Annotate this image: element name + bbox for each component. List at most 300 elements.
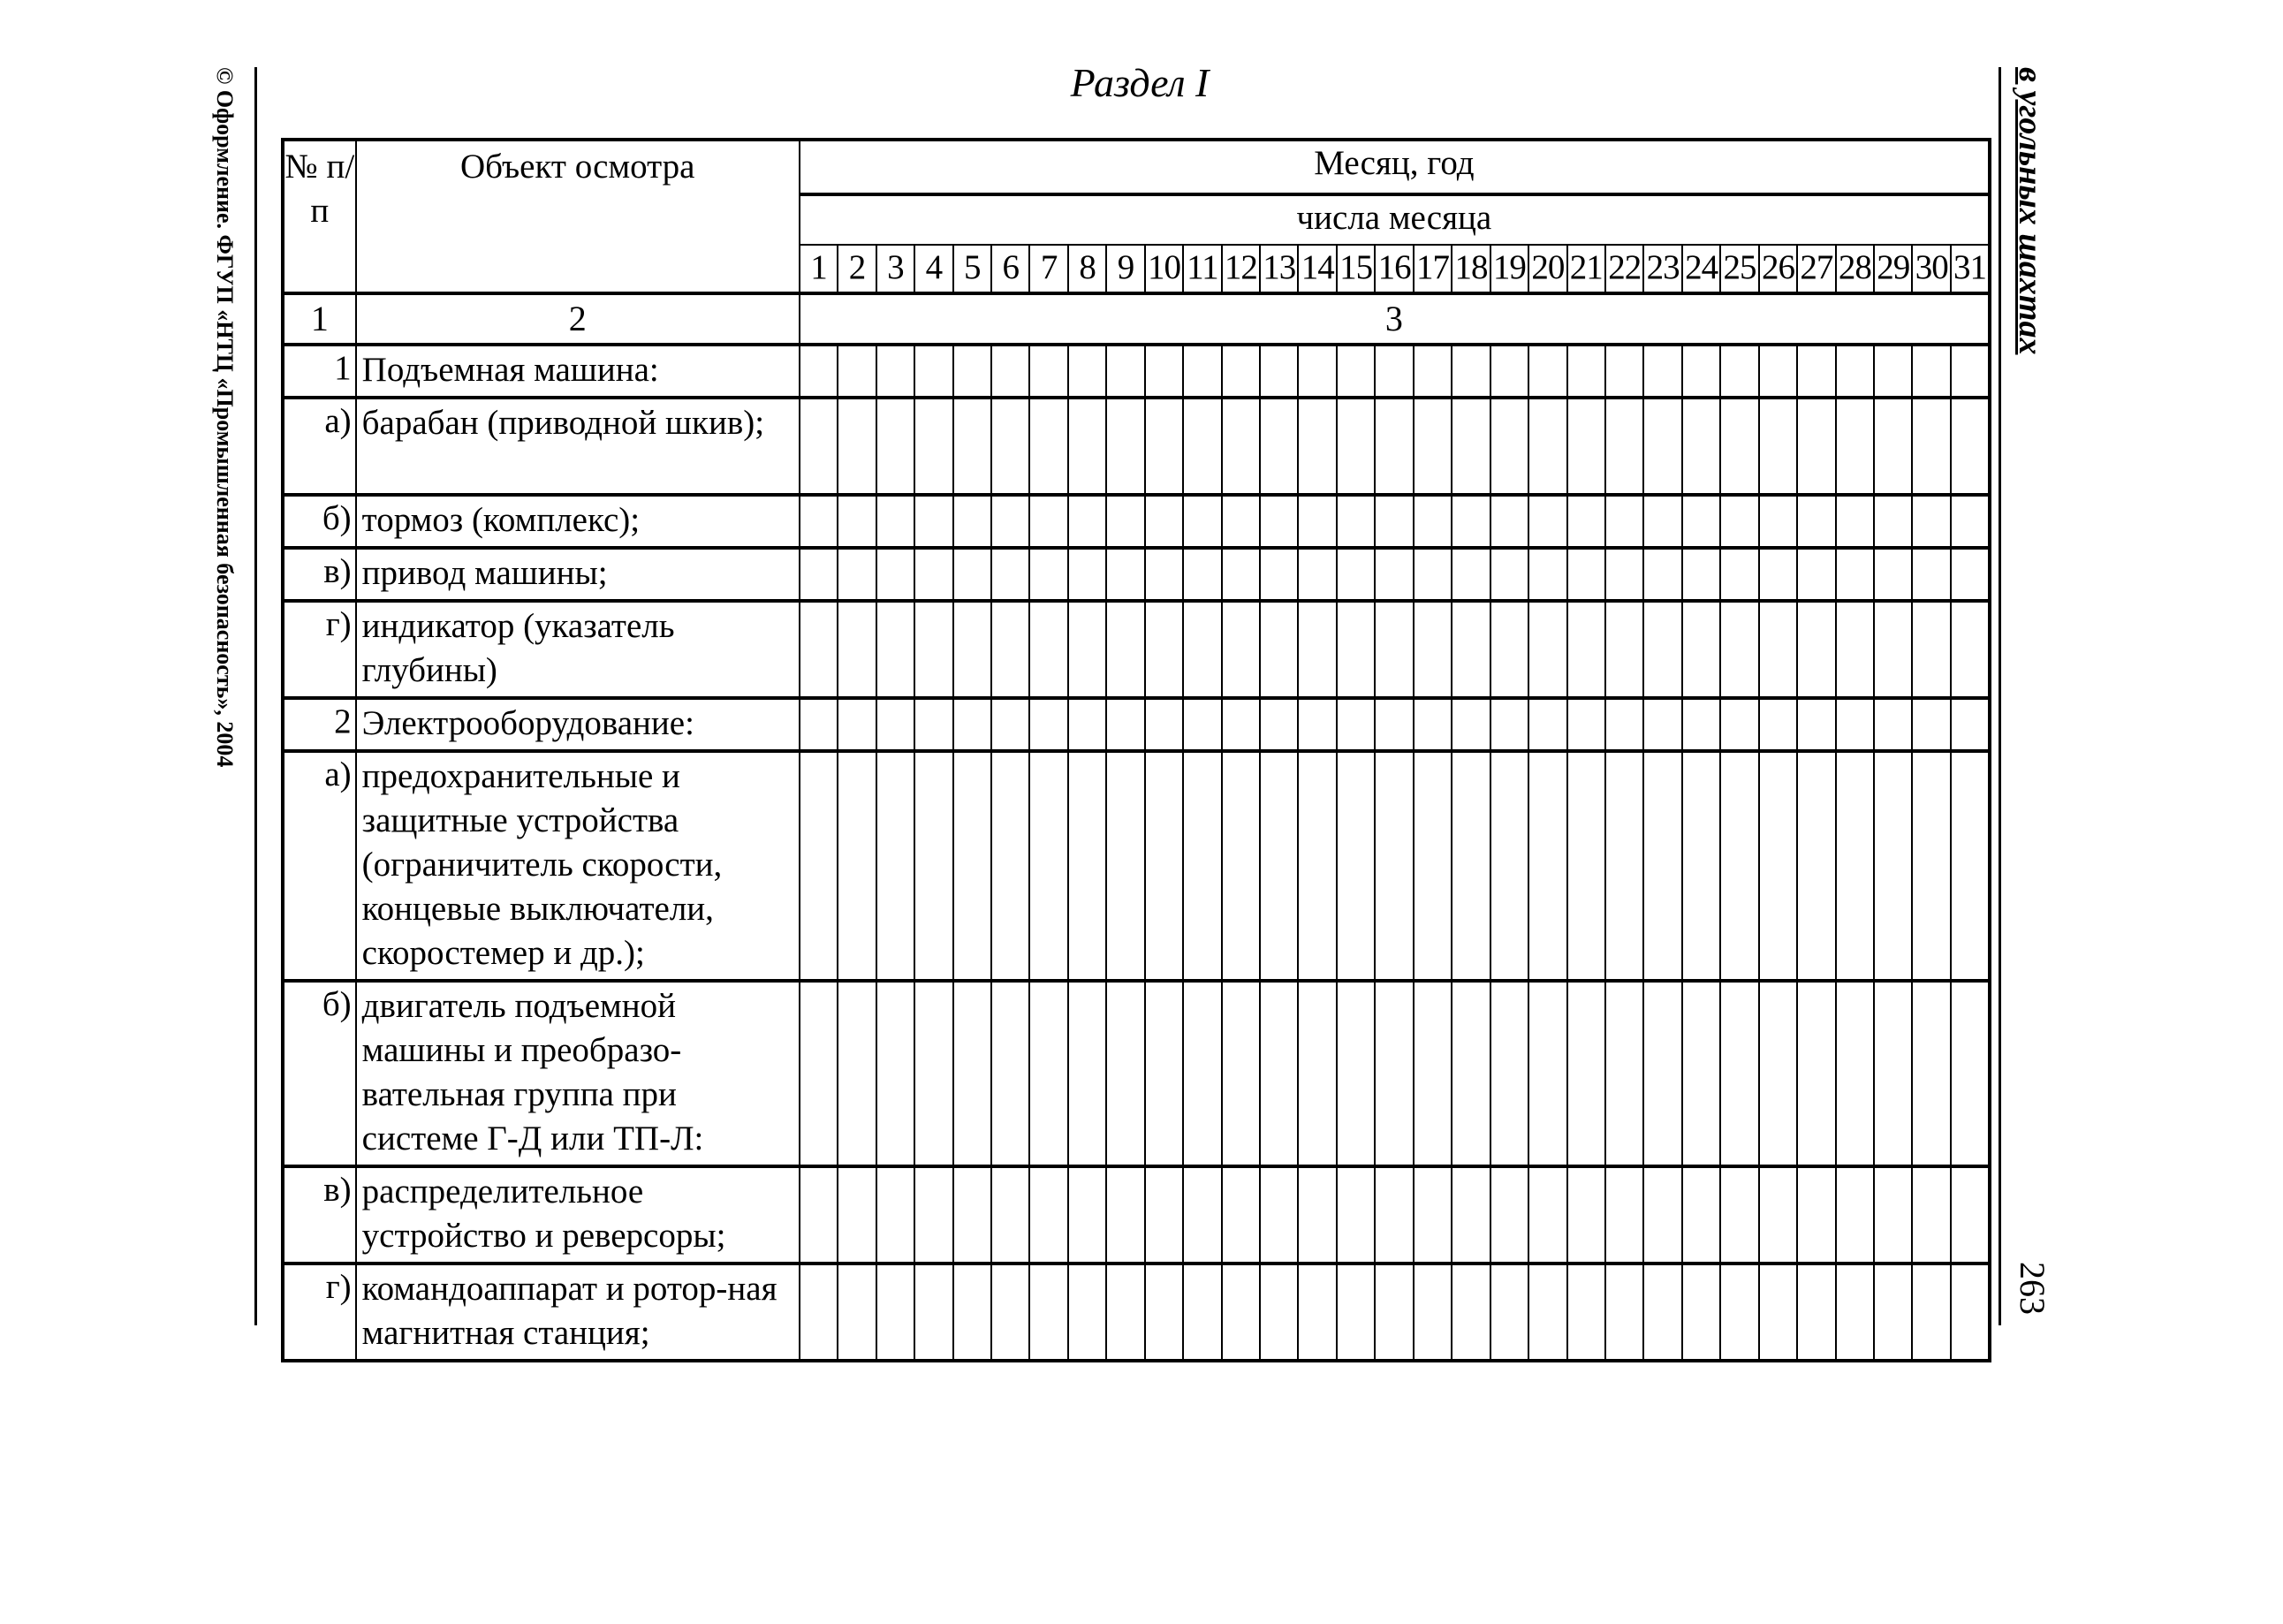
day-entry-cell[interactable]: [876, 398, 914, 495]
day-entry-cell[interactable]: [1145, 981, 1183, 1166]
day-entry-cell[interactable]: [838, 698, 876, 751]
day-entry-cell[interactable]: [1490, 698, 1528, 751]
day-entry-cell[interactable]: [1643, 751, 1681, 981]
day-entry-cell[interactable]: [991, 398, 1029, 495]
day-entry-cell[interactable]: [953, 981, 991, 1166]
day-entry-cell[interactable]: [1375, 398, 1413, 495]
day-entry-cell[interactable]: [914, 548, 952, 601]
day-entry-cell[interactable]: [1759, 495, 1797, 548]
day-entry-cell[interactable]: [1145, 1166, 1183, 1264]
day-entry-cell[interactable]: [1836, 1264, 1874, 1361]
day-entry-cell[interactable]: [1720, 495, 1758, 548]
day-entry-cell[interactable]: [1260, 751, 1298, 981]
day-entry-cell[interactable]: [1222, 398, 1260, 495]
day-entry-cell[interactable]: [1759, 1264, 1797, 1361]
day-entry-cell[interactable]: [1106, 981, 1144, 1166]
day-entry-cell[interactable]: [800, 1264, 838, 1361]
day-entry-cell[interactable]: [1414, 981, 1452, 1166]
day-entry-cell[interactable]: [1337, 1264, 1375, 1361]
day-entry-cell[interactable]: [1106, 495, 1144, 548]
day-entry-cell[interactable]: [1643, 1264, 1681, 1361]
day-entry-cell[interactable]: [1298, 1166, 1336, 1264]
day-entry-cell[interactable]: [1183, 981, 1221, 1166]
day-entry-cell[interactable]: [991, 495, 1029, 548]
day-entry-cell[interactable]: [953, 345, 991, 398]
day-entry-cell[interactable]: [1567, 1166, 1605, 1264]
day-entry-cell[interactable]: [1759, 548, 1797, 601]
day-entry-cell[interactable]: [991, 751, 1029, 981]
day-entry-cell[interactable]: [1375, 548, 1413, 601]
day-entry-cell[interactable]: [1605, 495, 1643, 548]
day-entry-cell[interactable]: [1068, 751, 1106, 981]
day-entry-cell[interactable]: [1759, 601, 1797, 698]
day-entry-cell[interactable]: [1874, 698, 1912, 751]
day-entry-cell[interactable]: [1643, 345, 1681, 398]
day-entry-cell[interactable]: [1452, 601, 1490, 698]
day-entry-cell[interactable]: [1759, 345, 1797, 398]
day-entry-cell[interactable]: [1183, 698, 1221, 751]
day-entry-cell[interactable]: [914, 981, 952, 1166]
day-entry-cell[interactable]: [1414, 601, 1452, 698]
day-entry-cell[interactable]: [1720, 698, 1758, 751]
day-entry-cell[interactable]: [1029, 981, 1067, 1166]
day-entry-cell[interactable]: [838, 495, 876, 548]
day-entry-cell[interactable]: [1528, 981, 1566, 1166]
day-entry-cell[interactable]: [1452, 548, 1490, 601]
day-entry-cell[interactable]: [1029, 495, 1067, 548]
day-entry-cell[interactable]: [1375, 1166, 1413, 1264]
day-entry-cell[interactable]: [1759, 698, 1797, 751]
day-entry-cell[interactable]: [838, 1166, 876, 1264]
day-entry-cell[interactable]: [914, 1264, 952, 1361]
day-entry-cell[interactable]: [1145, 1264, 1183, 1361]
day-entry-cell[interactable]: [1912, 1264, 1950, 1361]
day-entry-cell[interactable]: [1222, 751, 1260, 981]
day-entry-cell[interactable]: [1567, 751, 1605, 981]
day-entry-cell[interactable]: [1797, 345, 1835, 398]
day-entry-cell[interactable]: [1720, 751, 1758, 981]
day-entry-cell[interactable]: [1528, 601, 1566, 698]
day-entry-cell[interactable]: [1528, 345, 1566, 398]
day-entry-cell[interactable]: [914, 345, 952, 398]
day-entry-cell[interactable]: [1874, 1264, 1912, 1361]
day-entry-cell[interactable]: [953, 1166, 991, 1264]
day-entry-cell[interactable]: [1222, 495, 1260, 548]
day-entry-cell[interactable]: [1106, 548, 1144, 601]
day-entry-cell[interactable]: [1528, 548, 1566, 601]
day-entry-cell[interactable]: [1414, 1166, 1452, 1264]
day-entry-cell[interactable]: [991, 1264, 1029, 1361]
day-entry-cell[interactable]: [1836, 345, 1874, 398]
day-entry-cell[interactable]: [876, 751, 914, 981]
day-entry-cell[interactable]: [1029, 751, 1067, 981]
day-entry-cell[interactable]: [914, 495, 952, 548]
day-entry-cell[interactable]: [1337, 601, 1375, 698]
day-entry-cell[interactable]: [991, 1166, 1029, 1264]
day-entry-cell[interactable]: [1759, 751, 1797, 981]
day-entry-cell[interactable]: [1605, 698, 1643, 751]
day-entry-cell[interactable]: [1029, 1264, 1067, 1361]
day-entry-cell[interactable]: [1912, 1166, 1950, 1264]
day-entry-cell[interactable]: [1452, 698, 1490, 751]
day-entry-cell[interactable]: [1720, 398, 1758, 495]
day-entry-cell[interactable]: [1682, 601, 1720, 698]
day-entry-cell[interactable]: [914, 398, 952, 495]
day-entry-cell[interactable]: [1298, 1264, 1336, 1361]
day-entry-cell[interactable]: [1375, 751, 1413, 981]
day-entry-cell[interactable]: [1222, 1264, 1260, 1361]
day-entry-cell[interactable]: [1106, 601, 1144, 698]
day-entry-cell[interactable]: [1260, 601, 1298, 698]
day-entry-cell[interactable]: [953, 548, 991, 601]
day-entry-cell[interactable]: [1298, 601, 1336, 698]
day-entry-cell[interactable]: [1643, 495, 1681, 548]
day-entry-cell[interactable]: [1145, 548, 1183, 601]
day-entry-cell[interactable]: [1183, 548, 1221, 601]
day-entry-cell[interactable]: [1567, 1264, 1605, 1361]
day-entry-cell[interactable]: [838, 601, 876, 698]
day-entry-cell[interactable]: [1414, 345, 1452, 398]
day-entry-cell[interactable]: [800, 495, 838, 548]
day-entry-cell[interactable]: [1029, 548, 1067, 601]
day-entry-cell[interactable]: [1452, 751, 1490, 981]
day-entry-cell[interactable]: [1643, 981, 1681, 1166]
day-entry-cell[interactable]: [1068, 345, 1106, 398]
day-entry-cell[interactable]: [1183, 398, 1221, 495]
day-entry-cell[interactable]: [1145, 601, 1183, 698]
day-entry-cell[interactable]: [1106, 345, 1144, 398]
day-entry-cell[interactable]: [1951, 398, 1990, 495]
day-entry-cell[interactable]: [1298, 548, 1336, 601]
day-entry-cell[interactable]: [953, 601, 991, 698]
day-entry-cell[interactable]: [1414, 751, 1452, 981]
day-entry-cell[interactable]: [1836, 548, 1874, 601]
day-entry-cell[interactable]: [800, 548, 838, 601]
day-entry-cell[interactable]: [1260, 398, 1298, 495]
day-entry-cell[interactable]: [1720, 601, 1758, 698]
day-entry-cell[interactable]: [1874, 751, 1912, 981]
day-entry-cell[interactable]: [953, 1264, 991, 1361]
day-entry-cell[interactable]: [1797, 1264, 1835, 1361]
day-entry-cell[interactable]: [1797, 548, 1835, 601]
day-entry-cell[interactable]: [1643, 548, 1681, 601]
day-entry-cell[interactable]: [1951, 345, 1990, 398]
day-entry-cell[interactable]: [1222, 601, 1260, 698]
day-entry-cell[interactable]: [1605, 751, 1643, 981]
day-entry-cell[interactable]: [1874, 1166, 1912, 1264]
day-entry-cell[interactable]: [1951, 698, 1990, 751]
day-entry-cell[interactable]: [800, 601, 838, 698]
day-entry-cell[interactable]: [1490, 495, 1528, 548]
day-entry-cell[interactable]: [876, 981, 914, 1166]
day-entry-cell[interactable]: [1337, 698, 1375, 751]
day-entry-cell[interactable]: [1375, 495, 1413, 548]
day-entry-cell[interactable]: [991, 345, 1029, 398]
day-entry-cell[interactable]: [1605, 398, 1643, 495]
day-entry-cell[interactable]: [1836, 398, 1874, 495]
day-entry-cell[interactable]: [1528, 398, 1566, 495]
day-entry-cell[interactable]: [876, 1264, 914, 1361]
day-entry-cell[interactable]: [1106, 1264, 1144, 1361]
day-entry-cell[interactable]: [1643, 1166, 1681, 1264]
day-entry-cell[interactable]: [1951, 1264, 1990, 1361]
day-entry-cell[interactable]: [1298, 698, 1336, 751]
day-entry-cell[interactable]: [838, 1264, 876, 1361]
day-entry-cell[interactable]: [1951, 1166, 1990, 1264]
day-entry-cell[interactable]: [1106, 398, 1144, 495]
day-entry-cell[interactable]: [1567, 981, 1605, 1166]
day-entry-cell[interactable]: [800, 751, 838, 981]
day-entry-cell[interactable]: [953, 398, 991, 495]
day-entry-cell[interactable]: [1797, 601, 1835, 698]
day-entry-cell[interactable]: [1643, 698, 1681, 751]
day-entry-cell[interactable]: [876, 548, 914, 601]
day-entry-cell[interactable]: [1912, 398, 1950, 495]
day-entry-cell[interactable]: [1452, 398, 1490, 495]
day-entry-cell[interactable]: [800, 345, 838, 398]
day-entry-cell[interactable]: [800, 398, 838, 495]
day-entry-cell[interactable]: [1951, 548, 1990, 601]
day-entry-cell[interactable]: [1643, 601, 1681, 698]
day-entry-cell[interactable]: [838, 548, 876, 601]
day-entry-cell[interactable]: [1029, 345, 1067, 398]
day-entry-cell[interactable]: [800, 1166, 838, 1264]
day-entry-cell[interactable]: [1836, 495, 1874, 548]
day-entry-cell[interactable]: [1605, 548, 1643, 601]
day-entry-cell[interactable]: [1414, 495, 1452, 548]
day-entry-cell[interactable]: [1337, 751, 1375, 981]
day-entry-cell[interactable]: [1643, 398, 1681, 495]
day-entry-cell[interactable]: [1951, 495, 1990, 548]
day-entry-cell[interactable]: [1874, 981, 1912, 1166]
day-entry-cell[interactable]: [1567, 698, 1605, 751]
day-entry-cell[interactable]: [1298, 981, 1336, 1166]
day-entry-cell[interactable]: [1567, 495, 1605, 548]
day-entry-cell[interactable]: [914, 751, 952, 981]
day-entry-cell[interactable]: [800, 698, 838, 751]
day-entry-cell[interactable]: [1183, 751, 1221, 981]
day-entry-cell[interactable]: [1759, 398, 1797, 495]
day-entry-cell[interactable]: [1222, 345, 1260, 398]
day-entry-cell[interactable]: [1414, 548, 1452, 601]
day-entry-cell[interactable]: [1068, 1166, 1106, 1264]
day-entry-cell[interactable]: [1528, 1166, 1566, 1264]
day-entry-cell[interactable]: [1068, 1264, 1106, 1361]
day-entry-cell[interactable]: [1337, 548, 1375, 601]
day-entry-cell[interactable]: [1682, 1166, 1720, 1264]
day-entry-cell[interactable]: [1682, 1264, 1720, 1361]
day-entry-cell[interactable]: [1183, 1264, 1221, 1361]
day-entry-cell[interactable]: [991, 601, 1029, 698]
day-entry-cell[interactable]: [1912, 548, 1950, 601]
day-entry-cell[interactable]: [1260, 495, 1298, 548]
day-entry-cell[interactable]: [1874, 601, 1912, 698]
day-entry-cell[interactable]: [991, 698, 1029, 751]
day-entry-cell[interactable]: [991, 981, 1029, 1166]
day-entry-cell[interactable]: [1068, 698, 1106, 751]
day-entry-cell[interactable]: [1029, 1166, 1067, 1264]
day-entry-cell[interactable]: [1490, 345, 1528, 398]
day-entry-cell[interactable]: [1183, 345, 1221, 398]
day-entry-cell[interactable]: [1682, 345, 1720, 398]
day-entry-cell[interactable]: [1337, 1166, 1375, 1264]
day-entry-cell[interactable]: [1682, 398, 1720, 495]
day-entry-cell[interactable]: [1490, 751, 1528, 981]
day-entry-cell[interactable]: [1797, 751, 1835, 981]
day-entry-cell[interactable]: [1452, 981, 1490, 1166]
day-entry-cell[interactable]: [1260, 981, 1298, 1166]
day-entry-cell[interactable]: [1298, 398, 1336, 495]
day-entry-cell[interactable]: [1605, 1166, 1643, 1264]
day-entry-cell[interactable]: [1337, 345, 1375, 398]
day-entry-cell[interactable]: [1029, 601, 1067, 698]
day-entry-cell[interactable]: [1029, 698, 1067, 751]
day-entry-cell[interactable]: [1375, 601, 1413, 698]
day-entry-cell[interactable]: [1528, 751, 1566, 981]
day-entry-cell[interactable]: [1106, 751, 1144, 981]
day-entry-cell[interactable]: [1605, 1264, 1643, 1361]
day-entry-cell[interactable]: [838, 981, 876, 1166]
day-entry-cell[interactable]: [1528, 1264, 1566, 1361]
day-entry-cell[interactable]: [1375, 698, 1413, 751]
day-entry-cell[interactable]: [1068, 601, 1106, 698]
day-entry-cell[interactable]: [1797, 495, 1835, 548]
day-entry-cell[interactable]: [1682, 698, 1720, 751]
day-entry-cell[interactable]: [1298, 495, 1336, 548]
day-entry-cell[interactable]: [1490, 1264, 1528, 1361]
day-entry-cell[interactable]: [1567, 398, 1605, 495]
day-entry-cell[interactable]: [1452, 1166, 1490, 1264]
day-entry-cell[interactable]: [1145, 398, 1183, 495]
day-entry-cell[interactable]: [1951, 981, 1990, 1166]
day-entry-cell[interactable]: [914, 601, 952, 698]
day-entry-cell[interactable]: [1490, 981, 1528, 1166]
day-entry-cell[interactable]: [1836, 981, 1874, 1166]
day-entry-cell[interactable]: [1720, 1166, 1758, 1264]
day-entry-cell[interactable]: [991, 548, 1029, 601]
day-entry-cell[interactable]: [838, 751, 876, 981]
day-entry-cell[interactable]: [1490, 548, 1528, 601]
day-entry-cell[interactable]: [1720, 1264, 1758, 1361]
day-entry-cell[interactable]: [1567, 548, 1605, 601]
day-entry-cell[interactable]: [1720, 981, 1758, 1166]
day-entry-cell[interactable]: [1260, 1264, 1298, 1361]
day-entry-cell[interactable]: [1605, 345, 1643, 398]
day-entry-cell[interactable]: [800, 981, 838, 1166]
day-entry-cell[interactable]: [1912, 601, 1950, 698]
day-entry-cell[interactable]: [1222, 698, 1260, 751]
day-entry-cell[interactable]: [1490, 1166, 1528, 1264]
day-entry-cell[interactable]: [1797, 1166, 1835, 1264]
day-entry-cell[interactable]: [1836, 751, 1874, 981]
day-entry-cell[interactable]: [1183, 601, 1221, 698]
day-entry-cell[interactable]: [1337, 398, 1375, 495]
day-entry-cell[interactable]: [1720, 548, 1758, 601]
day-entry-cell[interactable]: [1068, 495, 1106, 548]
day-entry-cell[interactable]: [1414, 398, 1452, 495]
day-entry-cell[interactable]: [953, 495, 991, 548]
day-entry-cell[interactable]: [1260, 548, 1298, 601]
day-entry-cell[interactable]: [1912, 751, 1950, 981]
day-entry-cell[interactable]: [1452, 345, 1490, 398]
day-entry-cell[interactable]: [876, 601, 914, 698]
day-entry-cell[interactable]: [1567, 345, 1605, 398]
day-entry-cell[interactable]: [1528, 698, 1566, 751]
day-entry-cell[interactable]: [1414, 1264, 1452, 1361]
day-entry-cell[interactable]: [1797, 398, 1835, 495]
day-entry-cell[interactable]: [953, 698, 991, 751]
day-entry-cell[interactable]: [1912, 981, 1950, 1166]
day-entry-cell[interactable]: [914, 698, 952, 751]
day-entry-cell[interactable]: [1145, 345, 1183, 398]
day-entry-cell[interactable]: [876, 1166, 914, 1264]
day-entry-cell[interactable]: [1797, 981, 1835, 1166]
day-entry-cell[interactable]: [1797, 698, 1835, 751]
day-entry-cell[interactable]: [1682, 495, 1720, 548]
day-entry-cell[interactable]: [1874, 495, 1912, 548]
day-entry-cell[interactable]: [1452, 495, 1490, 548]
day-entry-cell[interactable]: [876, 345, 914, 398]
day-entry-cell[interactable]: [1068, 398, 1106, 495]
day-entry-cell[interactable]: [1682, 751, 1720, 981]
day-entry-cell[interactable]: [1145, 495, 1183, 548]
day-entry-cell[interactable]: [1298, 345, 1336, 398]
day-entry-cell[interactable]: [1874, 548, 1912, 601]
day-entry-cell[interactable]: [1298, 751, 1336, 981]
day-entry-cell[interactable]: [1836, 1166, 1874, 1264]
day-entry-cell[interactable]: [1337, 495, 1375, 548]
day-entry-cell[interactable]: [1222, 981, 1260, 1166]
day-entry-cell[interactable]: [1874, 345, 1912, 398]
day-entry-cell[interactable]: [1836, 601, 1874, 698]
day-entry-cell[interactable]: [1183, 495, 1221, 548]
day-entry-cell[interactable]: [1375, 981, 1413, 1166]
day-entry-cell[interactable]: [1490, 601, 1528, 698]
day-entry-cell[interactable]: [1720, 345, 1758, 398]
day-entry-cell[interactable]: [1874, 398, 1912, 495]
day-entry-cell[interactable]: [838, 345, 876, 398]
day-entry-cell[interactable]: [1682, 981, 1720, 1166]
day-entry-cell[interactable]: [1912, 698, 1950, 751]
day-entry-cell[interactable]: [1260, 1166, 1298, 1264]
day-entry-cell[interactable]: [1260, 345, 1298, 398]
day-entry-cell[interactable]: [876, 698, 914, 751]
day-entry-cell[interactable]: [1375, 345, 1413, 398]
day-entry-cell[interactable]: [1183, 1166, 1221, 1264]
day-entry-cell[interactable]: [1490, 398, 1528, 495]
day-entry-cell[interactable]: [1912, 495, 1950, 548]
day-entry-cell[interactable]: [1759, 981, 1797, 1166]
day-entry-cell[interactable]: [1029, 398, 1067, 495]
day-entry-cell[interactable]: [1414, 698, 1452, 751]
day-entry-cell[interactable]: [1375, 1264, 1413, 1361]
day-entry-cell[interactable]: [1912, 345, 1950, 398]
day-entry-cell[interactable]: [876, 495, 914, 548]
day-entry-cell[interactable]: [1145, 751, 1183, 981]
day-entry-cell[interactable]: [838, 398, 876, 495]
day-entry-cell[interactable]: [914, 1166, 952, 1264]
day-entry-cell[interactable]: [1567, 601, 1605, 698]
day-entry-cell[interactable]: [1260, 698, 1298, 751]
day-entry-cell[interactable]: [1682, 548, 1720, 601]
day-entry-cell[interactable]: [1222, 548, 1260, 601]
day-entry-cell[interactable]: [1951, 751, 1990, 981]
day-entry-cell[interactable]: [1068, 981, 1106, 1166]
day-entry-cell[interactable]: [1452, 1264, 1490, 1361]
day-entry-cell[interactable]: [1605, 981, 1643, 1166]
day-entry-cell[interactable]: [1528, 495, 1566, 548]
day-entry-cell[interactable]: [1836, 698, 1874, 751]
